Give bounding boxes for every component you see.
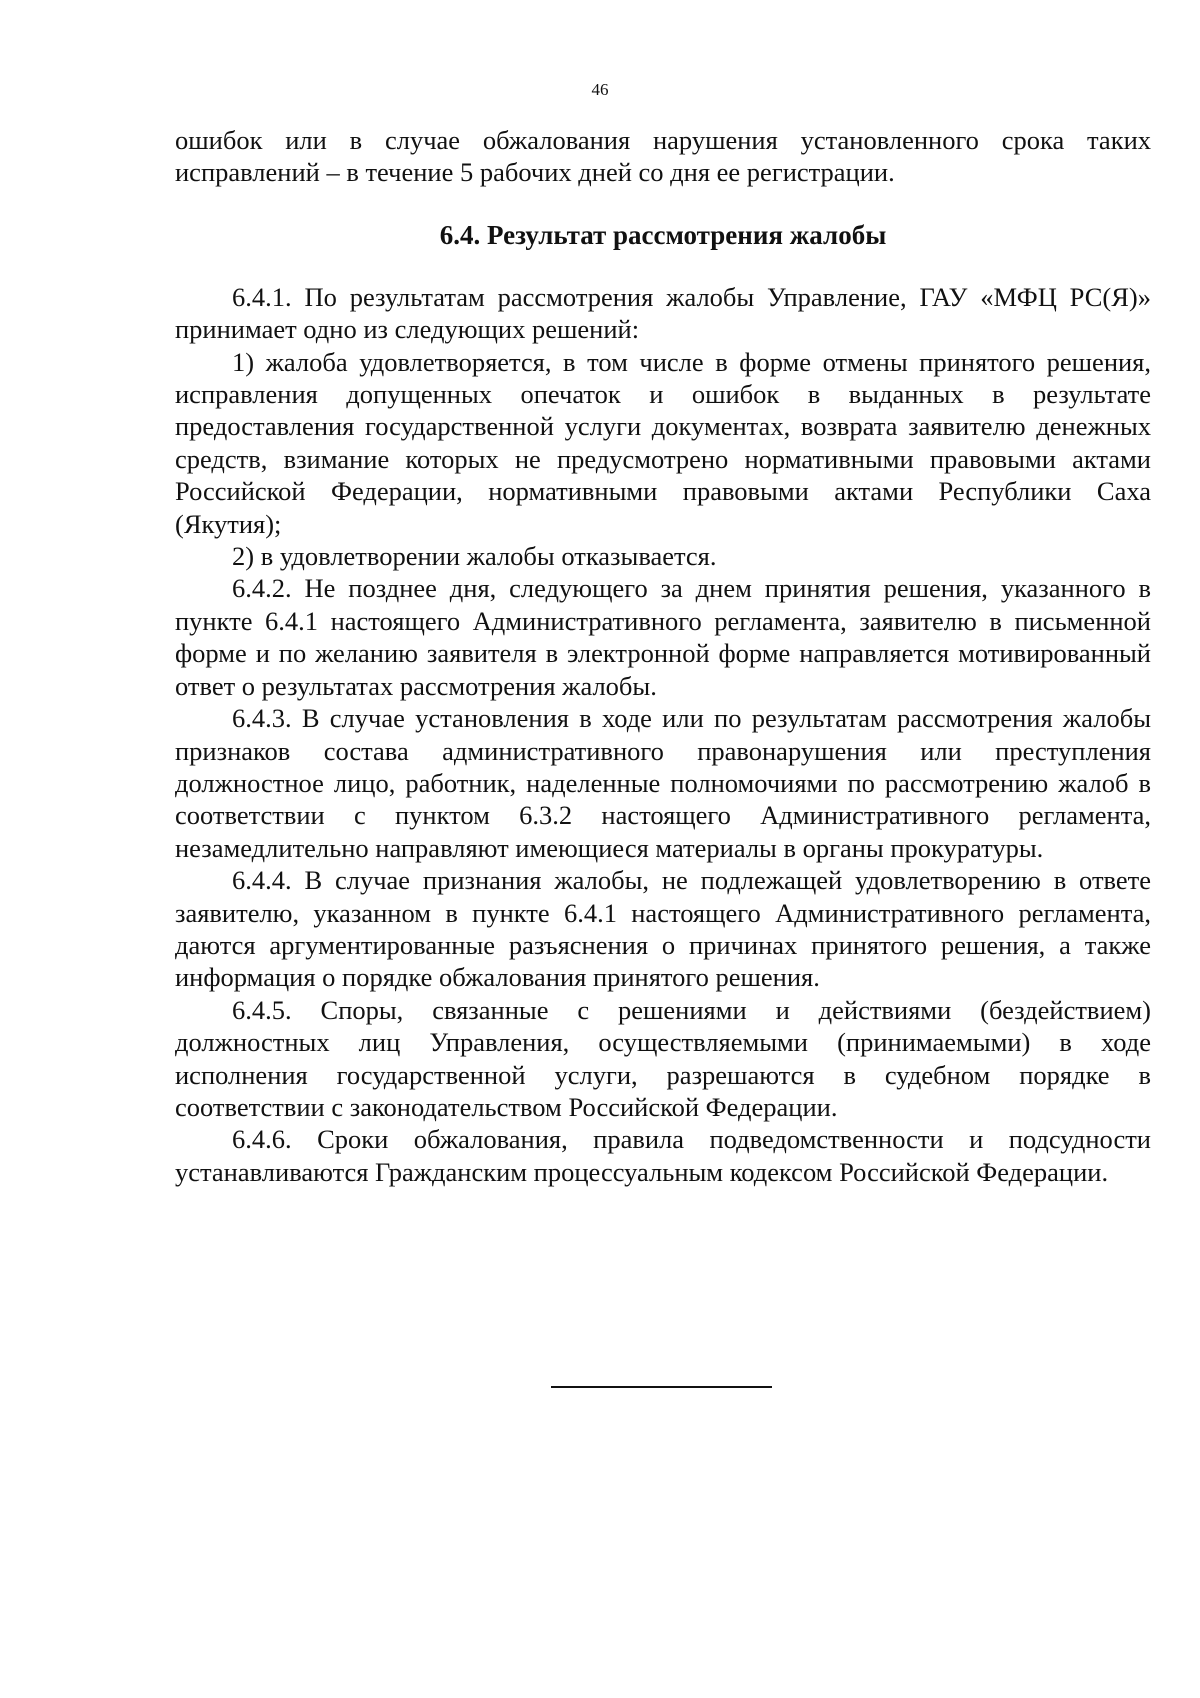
- paragraph-6-4-1: 6.4.1. По результатам рассмотрения жалобы Управление, ГАУ «МФЦ РС(Я)» принимает одно из следующих решений:: [175, 281, 1151, 345]
- section-heading: 6.4. Результат рассмотрения жалобы: [439, 219, 887, 250]
- paragraph-6-4-2: 6.4.2. Не позднее дня, следующего за днем принятия решения, указанного в пункте 6.4.1 настоящего Административного регламента, заявителю в письменной форме и по желанию заявителя в электронной форме направляется мотивированный ответ о результатах рассмотрения жалобы.: [175, 573, 1151, 701]
- paragraph-6-4-1-item-1: 1) жалоба удовлетворяется, в том числе в форме отмены принятого решения, исправления допущенных опечаток и ошибок в выданных в результате предоставления государственной услуги документах, возврата заявителю денежных средств, взимание которых не предусмотрено нормативными правовыми актами Российской Федерации, нормативными правовыми актами Республики Саха (Якутия);: [175, 346, 1151, 539]
- document-body: [175, 124, 1151, 1188]
- page-number: 46: [591, 80, 609, 99]
- end-of-document-rule: [551, 1386, 772, 1388]
- paragraph-6-4-5: 6.4.5. Споры, связанные с решениями и действиями (бездействием) должностных лиц Управления, осуществляемыми (принимаемыми) в ходе исполнения государственной услуги, разрешаются в судебном порядке в соответствии с законодательством Российской Федерации.: [175, 994, 1151, 1122]
- paragraph-6-4-3: 6.4.3. В случае установления в ходе или по результатам рассмотрения жалобы признаков состава административного правонарушения или преступления должностное лицо, работник, наделенные полномочиями по рассмотрению жалоб в соответствии с пунктом 6.3.2 настоящего Административного регламента, незамедлительно направляют имеющиеся материалы в органы прокуратуры.: [175, 703, 1151, 863]
- intro-paragraph: ошибок или в случае обжалования нарушения установленного срока таких исправлений – в течение 5 рабочих дней со дня ее регистрации.: [175, 125, 1151, 188]
- paragraph-6-4-6: 6.4.6. Сроки обжалования, правила подведомственности и подсудности устанавливаются Гражданским процессуальным кодексом Российской Федерации.: [175, 1124, 1151, 1187]
- paragraph-6-4-4: 6.4.4. В случае признания жалобы, не подлежащей удовлетворению в ответе заявителю, указанном в пункте 6.4.1 настоящего Административного регламента, даются аргументированные разъяснения о причинах принятого решения, а также информация о порядке обжалования принятого решения.: [175, 865, 1151, 993]
- paragraph-6-4-1-item-2: 2) в удовлетворении жалобы отказывается.: [232, 541, 717, 572]
